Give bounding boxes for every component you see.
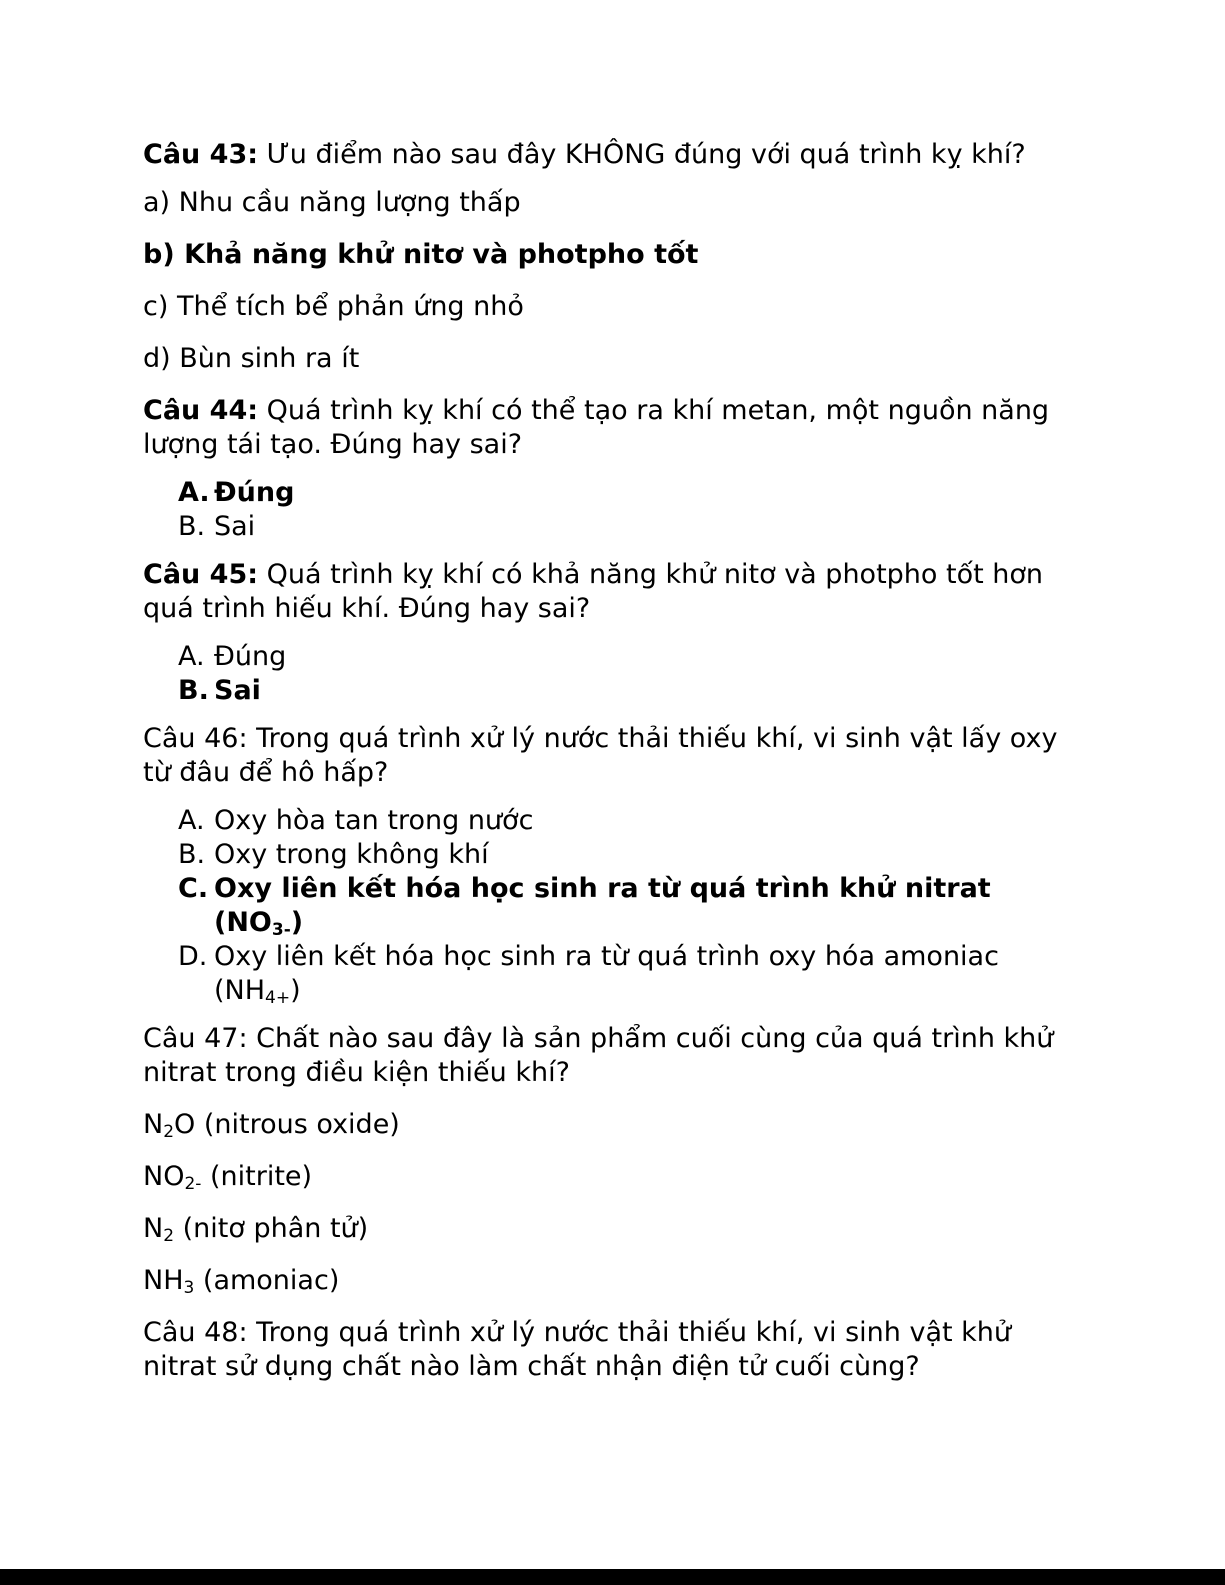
question-46-option-a <box>143 804 1083 838</box>
option-marker: A. <box>178 477 210 508</box>
formula-name: (nitơ phân tử) <box>174 1213 369 1244</box>
question-46-option-c <box>143 872 1083 940</box>
question-43-option-d: d) Bùn sinh ra ít <box>143 343 360 374</box>
question-47-option-3 <box>143 1212 1083 1246</box>
option-marker: C. <box>178 873 209 904</box>
question-47-option-1 <box>143 1108 1083 1142</box>
formula: NO <box>143 1161 185 1192</box>
option-text: Oxy liên kết hóa học sinh ra từ quá trình oxy hóa amoniac (NH <box>214 941 999 1006</box>
question-43-option-a: a) Nhu cầu năng lượng thấp <box>143 187 521 218</box>
question-46: Câu 46: Trong quá trình xử lý nước thải thiếu khí, vi sinh vật lấy oxy từ đâu để hô hấp? <box>143 723 1058 788</box>
page-bottom-border <box>0 1569 1225 1585</box>
option-marker: D. <box>178 941 208 972</box>
question-43-label: Câu 43: <box>143 139 259 170</box>
option-subscript: 3- <box>271 920 291 940</box>
question-44-option-a <box>143 476 1083 510</box>
option-marker: B. <box>178 839 206 870</box>
formula: N <box>143 1109 164 1140</box>
option-text: Đúng <box>214 641 287 672</box>
question-44-label: Câu 44: <box>143 395 259 426</box>
option-text-tail: ) <box>290 975 301 1006</box>
option-marker: A. <box>178 805 205 836</box>
question-45-option-b <box>143 674 1083 708</box>
option-marker: B. <box>178 675 209 706</box>
formula-subscript: 2- <box>184 1174 202 1194</box>
option-text-tail: ) <box>290 907 304 938</box>
question-48: Câu 48: Trong quá trình xử lý nước thải thiếu khí, vi sinh vật khử nitrat sử dụng chất nào làm chất nhận điện tử cuối cùng? <box>143 1317 1012 1382</box>
option-marker: A. <box>178 641 205 672</box>
question-46-option-b <box>143 838 1083 872</box>
formula: N <box>143 1213 164 1244</box>
option-text: Oxy trong không khí <box>214 839 489 870</box>
question-43-option-c: c) Thể tích bể phản ứng nhỏ <box>143 291 524 322</box>
question-45-label: Câu 45: <box>143 559 259 590</box>
question-45-text: Quá trình kỵ khí có khả năng khử nitơ và photpho tốt hơn quá trình hiếu khí. Đúng hay sai? <box>143 559 1044 624</box>
formula-name: O (nitrous oxide) <box>174 1109 400 1140</box>
formula-subscript: 2 <box>163 1122 175 1142</box>
question-45-options <box>143 640 1083 708</box>
question-47: Câu 47: Chất nào sau đây là sản phẩm cuối cùng của quá trình khử nitrat trong điều kiện thiếu khí? <box>143 1023 1054 1088</box>
document-content <box>143 138 1083 1398</box>
formula: NH <box>143 1265 184 1296</box>
question-45 <box>143 558 1083 626</box>
formula-subscript: 3 <box>183 1278 195 1298</box>
question-44-option-b <box>143 510 1083 544</box>
option-text: Đúng <box>214 477 295 508</box>
question-44-options <box>143 476 1083 544</box>
formula-name: (amoniac) <box>194 1265 340 1296</box>
option-marker: B. <box>178 511 206 542</box>
question-45-option-a <box>143 640 1083 674</box>
option-text: Sai <box>214 675 261 706</box>
question-43-option-b: b) Khả năng khử nitơ và photpho tốt <box>143 239 699 270</box>
question-43 <box>143 138 1083 172</box>
question-46-options <box>143 804 1083 1008</box>
formula-name: (nitrite) <box>201 1161 313 1192</box>
question-43-text: Ưu điểm nào sau đây KHÔNG đúng với quá trình kỵ khí? <box>266 139 1026 170</box>
question-47-option-2 <box>143 1160 1083 1194</box>
option-text: Oxy liên kết hóa học sinh ra từ quá trình khử nitrat (NO <box>214 873 991 938</box>
question-44 <box>143 394 1083 462</box>
question-47-option-4 <box>143 1264 1083 1298</box>
option-text: Sai <box>214 511 256 542</box>
question-44-text: Quá trình kỵ khí có thể tạo ra khí metan, một nguồn năng lượng tái tạo. Đúng hay sai? <box>143 395 1050 460</box>
option-subscript: 4+ <box>265 988 291 1008</box>
formula-subscript: 2 <box>163 1226 175 1246</box>
question-46-option-d <box>143 940 1083 1008</box>
option-text: Oxy hòa tan trong nước <box>214 805 534 836</box>
